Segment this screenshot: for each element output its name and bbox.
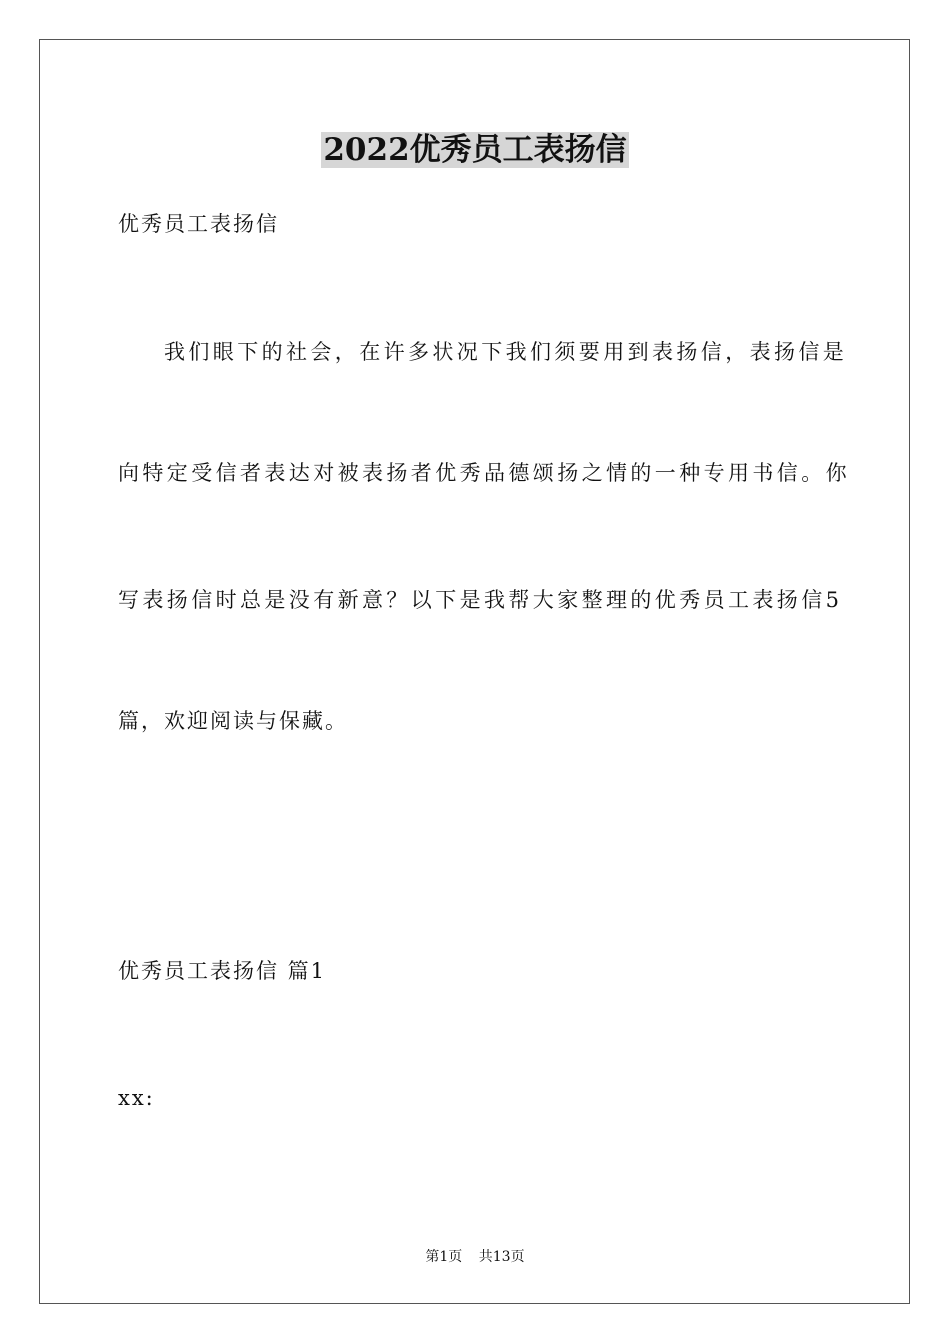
intro-line-3: 写表扬信时总是没有新意？以下是我帮大家整理的优秀员工表扬信5 bbox=[118, 588, 843, 612]
page-total: 共13页 bbox=[478, 1249, 525, 1265]
intro-line-2: 向特定受信者表达对被表扬者优秀品德颂扬之情的一种专用书信。你 bbox=[118, 461, 850, 485]
document-title-text: 2022优秀员工表扬信 bbox=[323, 132, 627, 168]
document-subtitle: 优秀员工表扬信 bbox=[118, 212, 279, 236]
page-number: 第1页 bbox=[425, 1249, 463, 1265]
intro-line-4: 篇，欢迎阅读与保藏。 bbox=[118, 709, 348, 733]
intro-line-1: 我们眼下的社会，在许多状况下我们须要用到表扬信，表扬信是 bbox=[164, 340, 848, 364]
salutation: xx: bbox=[118, 1086, 155, 1110]
section-heading: 优秀员工表扬信 篇1 bbox=[118, 959, 327, 983]
page-footer bbox=[0, 1247, 950, 1267]
document-title bbox=[0, 128, 950, 172]
